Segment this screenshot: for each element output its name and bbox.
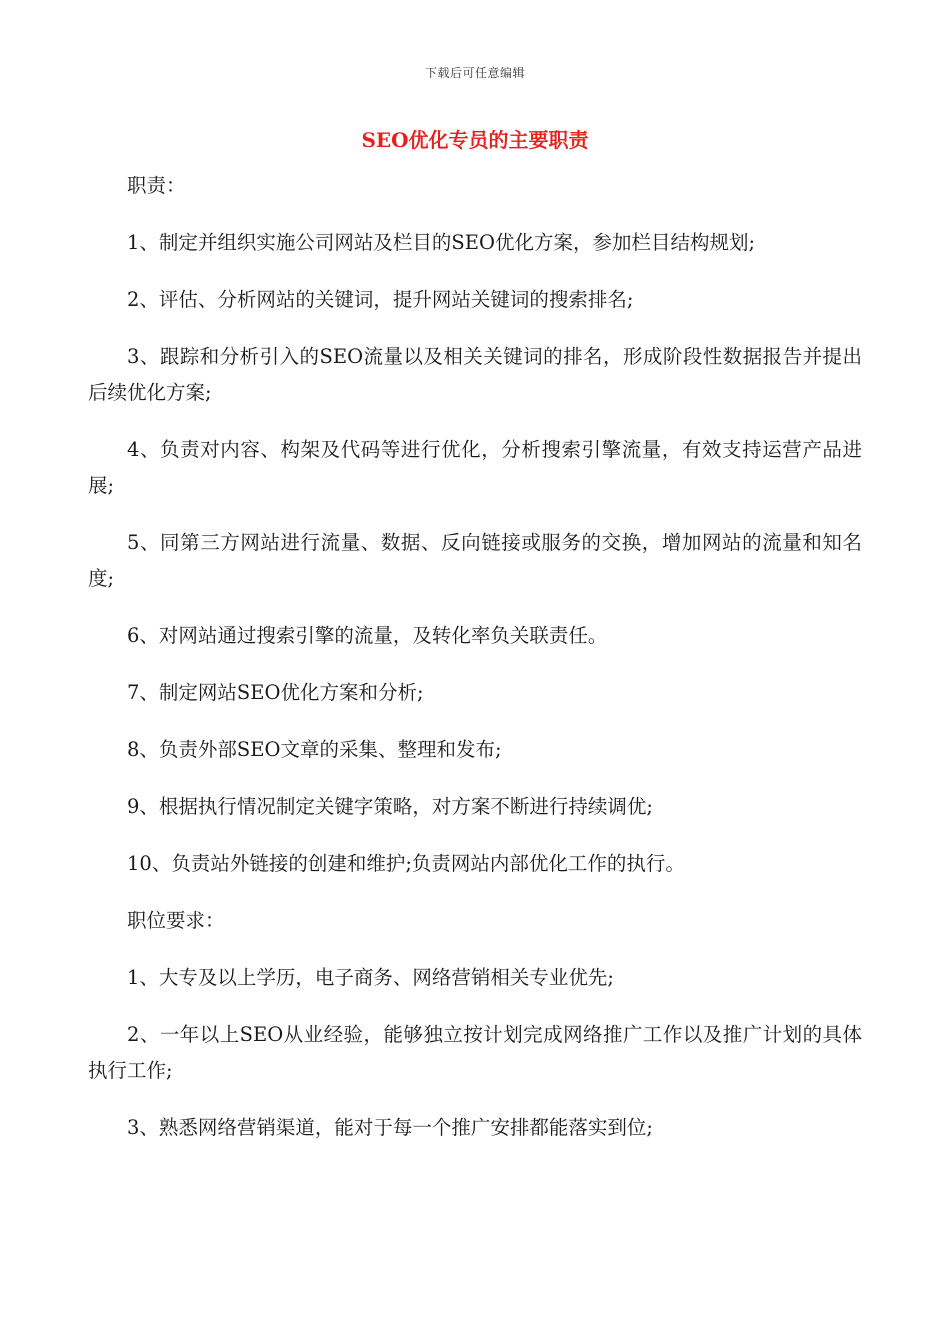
responsibility-item: 6、对网站通过搜索引擎的流量，及转化率负关联责任。 xyxy=(127,624,608,647)
responsibility-item: 8、负责外部SEO文章的采集、整理和发布; xyxy=(127,738,502,761)
header-note: 下载后可任意编辑 xyxy=(424,66,525,80)
responsibility-item: 7、制定网站SEO优化方案和分析; xyxy=(127,681,424,704)
responsibility-item: 3、跟踪和分析引入的SEO流量以及相关关键词的排名，形成阶段性数据报告并提出后续优化方案; xyxy=(88,345,862,404)
responsibility-item: 1、制定并组织实施公司网站及栏目的SEO优化方案，参加栏目结构规划; xyxy=(127,231,756,254)
responsibility-item: 10、负责站外链接的创建和维护;负责网站内部优化工作的执行。 xyxy=(127,852,685,875)
responsibilities-heading: 职责： xyxy=(127,174,186,197)
requirements-heading: 职位要求： xyxy=(127,909,225,932)
responsibility-item: 5、同第三方网站进行流量、数据、反向链接或服务的交换，增加网站的流量和知名度; xyxy=(88,531,862,590)
responsibility-item: 4、负责对内容、构架及代码等进行优化，分析搜索引擎流量，有效支持运营产品进展; xyxy=(88,438,862,497)
document-body xyxy=(88,168,862,1167)
requirement-item: 2、一年以上SEO从业经验，能够独立按计划完成网络推广工作以及推广计划的具体执行工作; xyxy=(88,1023,862,1082)
responsibility-item: 2、评估、分析网站的关键词，提升网站关键词的搜索排名; xyxy=(127,288,634,311)
requirement-item: 3、熟悉网络营销渠道，能对于每一个推广安排都能落实到位; xyxy=(127,1116,653,1139)
responsibility-item: 9、根据执行情况制定关键字策略，对方案不断进行持续调优; xyxy=(127,795,653,818)
requirement-item: 1、大专及以上学历，电子商务、网络营销相关专业优先; xyxy=(127,966,614,989)
document-title: SEO优化专员的主要职责 xyxy=(361,128,589,152)
